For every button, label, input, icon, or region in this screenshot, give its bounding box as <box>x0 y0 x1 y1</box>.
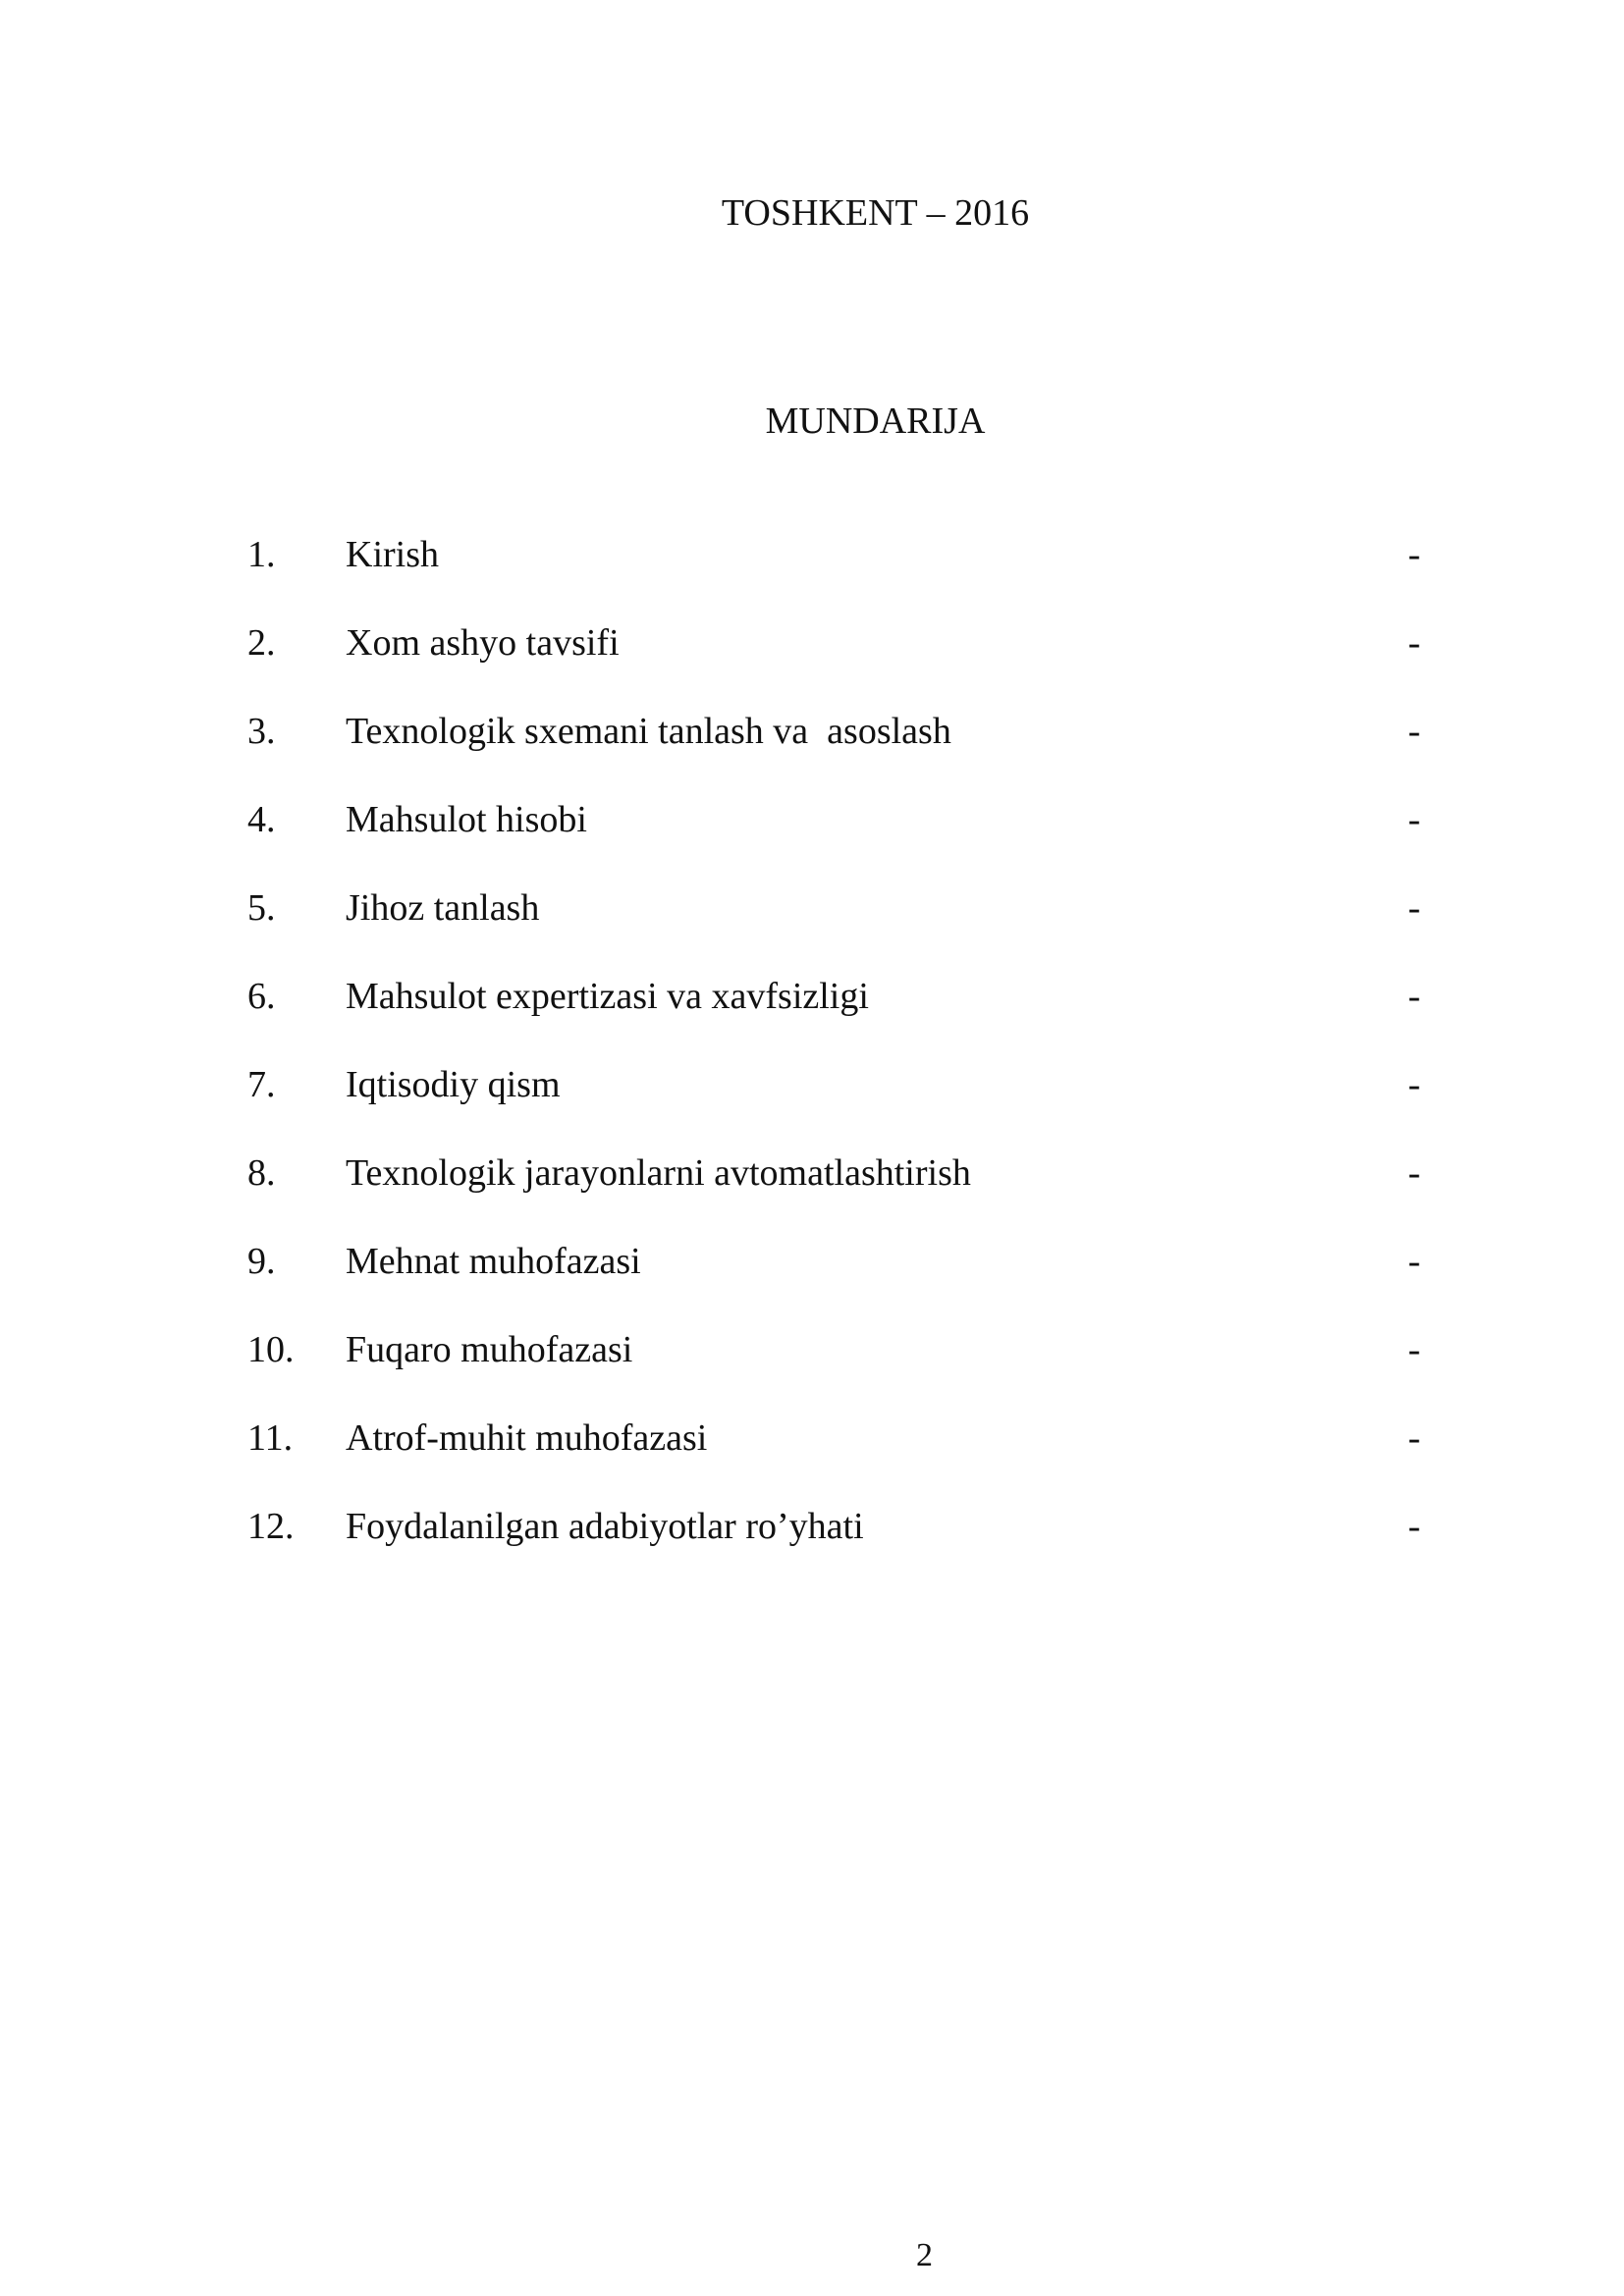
toc-item-12 <box>0 1504 1624 1592</box>
table-of-contents <box>0 532 1624 1592</box>
toc-item-title: Texnologik sxemani tanlash va asoslash <box>346 711 951 752</box>
toc-item-number: 11. <box>247 1417 294 1459</box>
toc-item-3 <box>0 709 1624 797</box>
toc-item-number: 3. <box>247 711 276 752</box>
toc-item-5 <box>0 885 1624 974</box>
toc-item-number: 8. <box>247 1152 276 1194</box>
toc-item-title: Foydalanilgan adabiyotlar ro’yhati <box>346 1506 864 1547</box>
toc-item-10 <box>0 1327 1624 1415</box>
page-number: 2 <box>916 2237 933 2273</box>
toc-item-number: 2. <box>247 622 276 664</box>
toc-item-number: 7. <box>247 1064 276 1105</box>
toc-item-title: Mahsulot hisobi <box>346 799 587 840</box>
toc-item-page: - <box>1408 534 1421 575</box>
toc-item-page: - <box>1408 1241 1421 1282</box>
city-year-heading: TOSHKENT – 2016 <box>721 192 1030 234</box>
toc-item-title: Mehnat muhofazasi <box>346 1241 641 1282</box>
toc-item-page: - <box>1408 887 1421 929</box>
toc-item-page: - <box>1408 1152 1421 1194</box>
toc-item-title: Jihoz tanlash <box>346 887 540 929</box>
toc-item-number: 9. <box>247 1241 276 1282</box>
toc-item-page: - <box>1408 976 1421 1017</box>
toc-item-title: Fuqaro muhofazasi <box>346 1329 633 1370</box>
toc-item-page: - <box>1408 1506 1421 1547</box>
toc-item-7 <box>0 1062 1624 1150</box>
toc-item-page: - <box>1408 622 1421 664</box>
toc-item-page: - <box>1408 1417 1421 1459</box>
toc-item-6 <box>0 974 1624 1062</box>
toc-item-number: 10. <box>247 1329 295 1370</box>
toc-item-number: 12. <box>247 1506 295 1547</box>
toc-item-number: 6. <box>247 976 276 1017</box>
toc-item-page: - <box>1408 711 1421 752</box>
toc-item-number: 5. <box>247 887 276 929</box>
toc-item-4 <box>0 797 1624 885</box>
toc-item-number: 4. <box>247 799 276 840</box>
toc-item-title: Atrof-muhit muhofazasi <box>346 1417 708 1459</box>
toc-title: MUNDARIJA <box>765 400 986 442</box>
toc-item-title: Iqtisodiy qism <box>346 1064 561 1105</box>
toc-item-page: - <box>1408 1064 1421 1105</box>
toc-item-2 <box>0 620 1624 709</box>
toc-item-page: - <box>1408 799 1421 840</box>
toc-item-page: - <box>1408 1329 1421 1370</box>
toc-item-8 <box>0 1150 1624 1239</box>
toc-item-9 <box>0 1239 1624 1327</box>
toc-item-title: Kirish <box>346 534 439 575</box>
toc-item-number: 1. <box>247 534 276 575</box>
toc-item-title: Xom ashyo tavsifi <box>346 622 620 664</box>
toc-item-1 <box>0 532 1624 620</box>
toc-item-title: Mahsulot expertizasi va xavfsizligi <box>346 976 869 1017</box>
toc-item-title: Texnologik jarayonlarni avtomatlashtirish <box>346 1152 971 1194</box>
toc-item-11 <box>0 1415 1624 1504</box>
